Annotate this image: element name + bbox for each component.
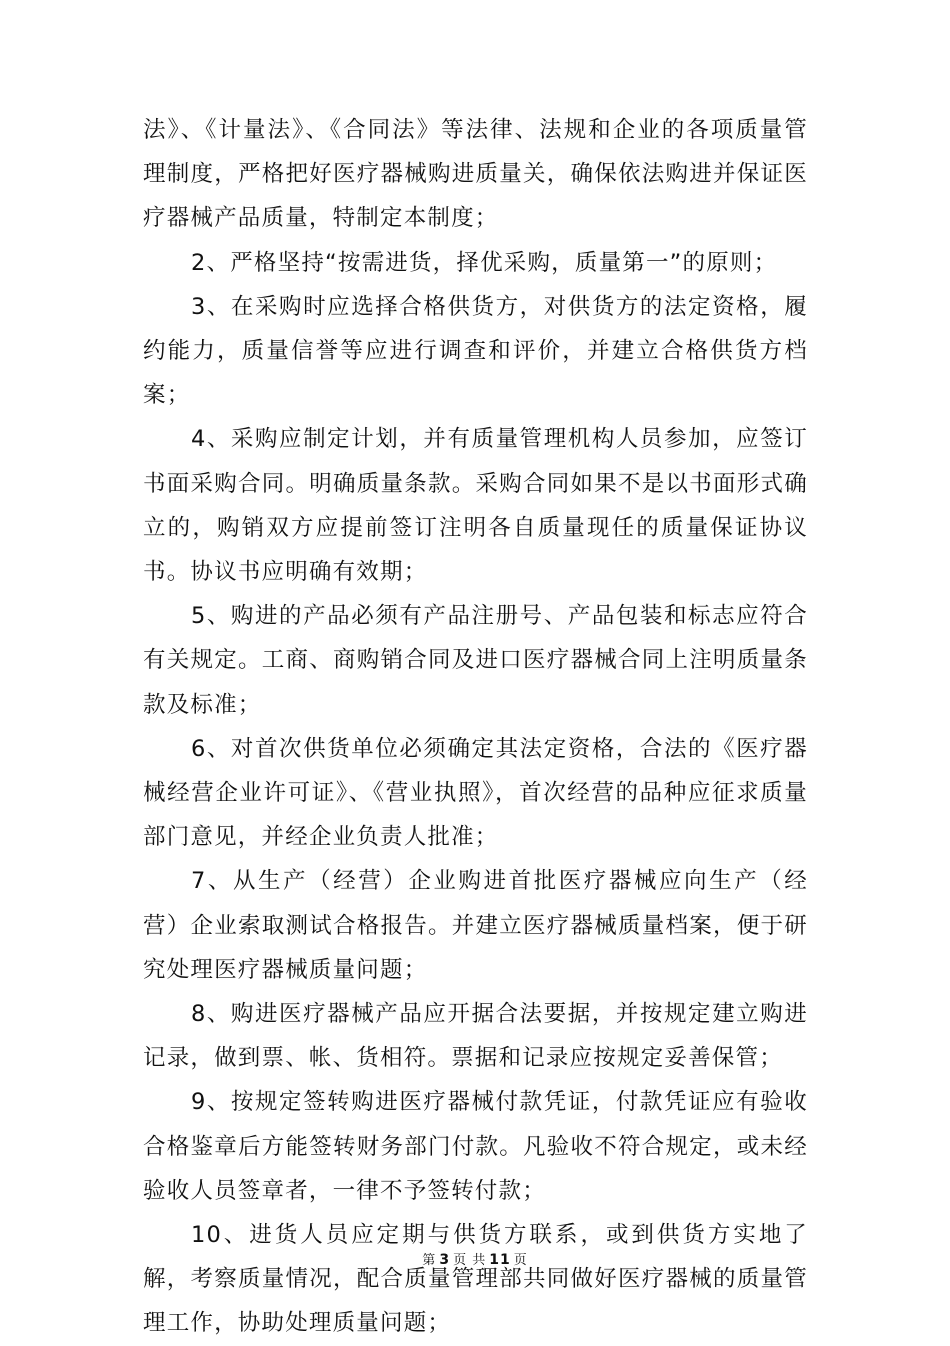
paragraph-item-2: 2、严格坚持“按需进货，择优采购，质量第一”的原则；	[191, 249, 778, 276]
document-body	[143, 108, 808, 1346]
paragraph-item-7: 7、从生产（经营）企业购进首批医疗器械应向生产（经营）企业索取测试合格报告。并建立医疗器械质量档案，便于研究处理医疗器械质量问题；	[143, 868, 808, 983]
paragraph-item-3: 3、在采购时应选择合格供货方，对供货方的法定资格，履约能力，质量信誉等应进行调查和评价，并建立合格供货方档案；	[143, 293, 808, 409]
paragraph-item-9: 9、按规定签转购进医疗器械付款凭证，付款凭证应有验收合格鉴章后方能签转财务部门付款。凡验收不符合规定，或未经验收人员签章者，一律不予签转付款；	[143, 1089, 808, 1204]
footer-total-pages: 11	[489, 1252, 511, 1268]
footer-suffix: 页	[513, 1253, 528, 1268]
footer-middle: 页 共	[453, 1253, 487, 1268]
footer-current-page: 3	[439, 1252, 451, 1268]
paragraph-item-10: 10、进货人员应定期与供货方联系，或到供货方实地了解，考察质量情况，配合质量管理部共同做好医疗器械的质量管理工作，协助处理质量问题；	[143, 1222, 808, 1337]
paragraph-item-6: 6、对首次供货单位必须确定其法定资格，合法的《医疗器械经营企业许可证》、《营业执照》，首次经营的品种应征求质量部门意见，并经企业负责人批准；	[143, 735, 808, 851]
paragraph-item-5: 5、购进的产品必须有产品注册号、产品包装和标志应符合有关规定。工商、商购销合同及进口医疗器械合同上注明质量条款及标准；	[143, 603, 808, 718]
footer-prefix: 第	[422, 1253, 437, 1268]
paragraph-item-4: 4、采购应制定计划，并有质量管理机构人员参加，应签订书面采购合同。明确质量条款。采购合同如果不是以书面形式确立的，购销双方应提前签订注明各自质量现任的质量保证协议书。协议书应明确有效期；	[143, 426, 808, 586]
paragraph-item-8: 8、购进医疗器械产品应开据合法要据，并按规定建立购进记录，做到票、帐、货相符。票据和记录应按规定妥善保管；	[143, 1001, 808, 1072]
page-footer	[0, 1251, 950, 1270]
paragraph-continuation: 法》、《计量法》、《合同法》等法律、法规和企业的各项质量管理制度，严格把好医疗器械购进质量关，确保依法购进并保证医疗器械产品质量，特制定本制度；	[143, 117, 808, 232]
